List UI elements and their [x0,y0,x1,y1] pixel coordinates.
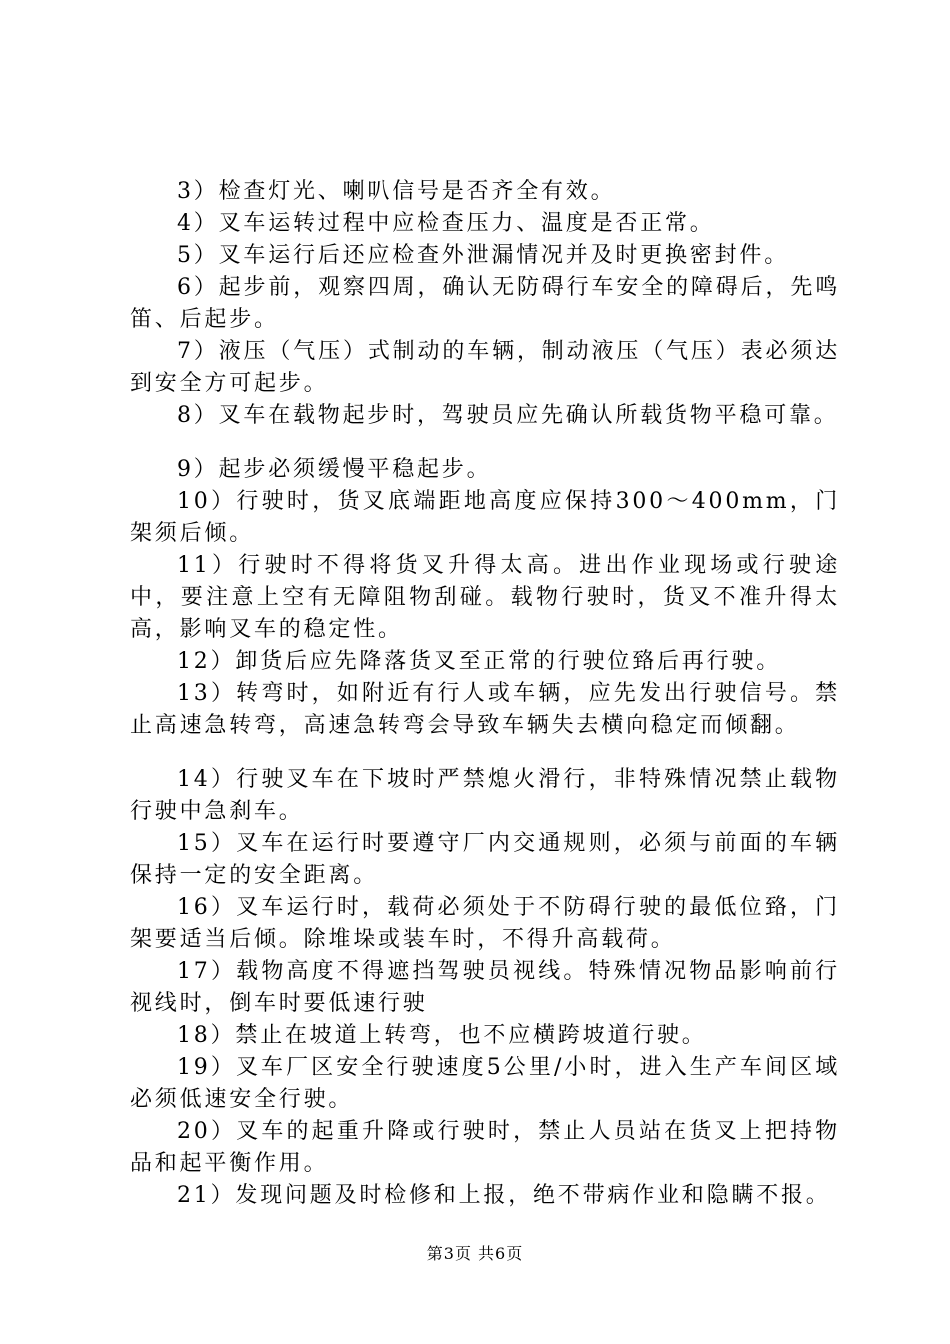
paragraph-10: 10）行驶时，货叉底端距地高度应保持300～400mm，门架须后倾。 [130,489,840,546]
paragraph-15: 15）叉车在运行时要遵守厂内交通规则，必须与前面的车辆保持一定的安全距离。 [130,831,840,888]
document-body [130,176,840,1212]
paragraph-18: 18）禁止在坡道上转弯，也不应横跨坡道行驶。 [177,1023,707,1048]
page-number-footer: 第3页 共6页 [426,1244,524,1263]
paragraph-11: 11）行驶时不得将货叉升得太高。进出作业现场或行驶途中，要注意上空有无障阻物刮碰。载物行驶时，货叉不准升得太高，影响叉车的稳定性。 [130,553,840,642]
paragraph-13: 13）转弯时，如附近有行人或车辆，应先发出行驶信号。禁止高速急转弯，高速急转弯会导致车辆失去横向稳定而倾翻。 [130,681,840,738]
paragraph-21: 21）发现问题及时检修和上报，绝不带病作业和隐瞒不报。 [177,1183,831,1208]
paragraph-12: 12）卸货后应先降落货叉至正常的行驶位臵后再行驶。 [177,649,781,674]
paragraph-5: 5）叉车运行后还应检查外泄漏情况并及时更换密封件。 [177,243,789,268]
paragraph-20: 20）叉车的起重升降或行驶时，禁止人员站在货叉上把持物品和起平衡作用。 [130,1119,840,1176]
paragraph-19: 19）叉车厂区安全行驶速度5公里/小时，进入生产车间区域必须低速安全行驶。 [130,1055,840,1112]
paragraph-3: 3）检查灯光、喇叭信号是否齐全有效。 [177,179,616,204]
paragraph-8: 8）叉车在载物起步时，驾驶员应先确认所载货物平稳可靠。 [177,403,839,428]
paragraph-14: 14）行驶叉车在下坡时严禁熄火滑行，非特殊情况禁止载物行驶中急刹车。 [130,767,840,824]
paragraph-7: 7）液压（气压）式制动的车辆，制动液压（气压）表必须达到安全方可起步。 [130,339,840,396]
paragraph-16: 16）叉车运行时，载荷必须处于不防碍行驶的最低位臵，门架要适当后倾。除堆垛或装车时，不得升高载荷。 [130,895,840,952]
paragraph-6: 6）起步前，观察四周，确认无防碍行车安全的障碍后，先鸣笛、后起步。 [130,275,840,332]
paragraph-9: 9）起步必须缓慢平稳起步。 [177,457,492,482]
paragraph-4: 4）叉车运转过程中应检查压力、温度是否正常。 [177,211,715,236]
paragraph-17: 17）载物高度不得遮挡驾驶员视线。特殊情况物品影响前行视线时，倒车时要低速行驶 [130,959,840,1016]
